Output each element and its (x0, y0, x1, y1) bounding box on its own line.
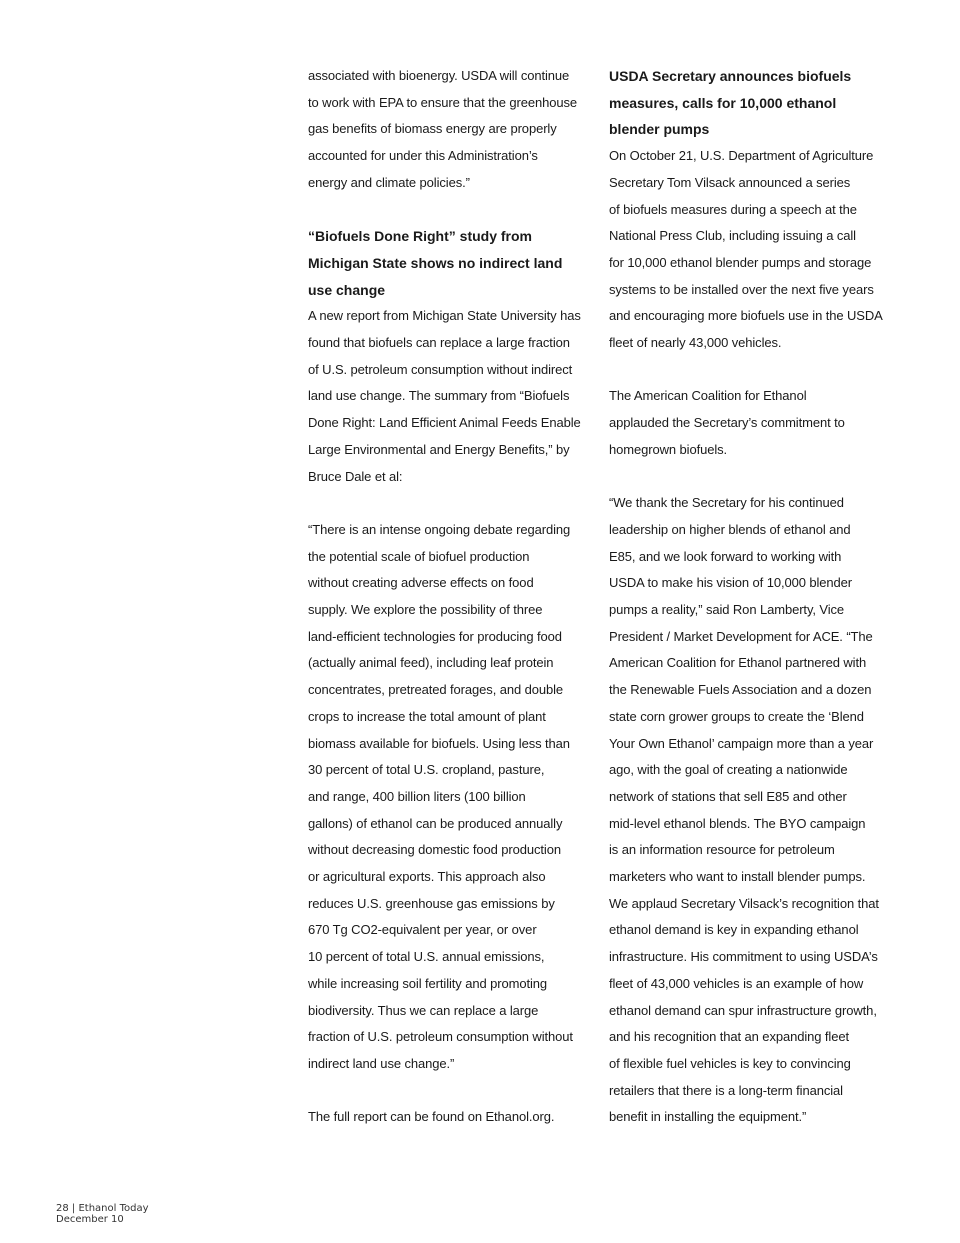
article-paragraph: On October 21, U.S. Department of Agriculture Secretary Tom Vilsack announced a series of biofuels measures during a speech at the National Press Club, including issuing a call for 10,000 ethanol blender pumps and storage systems to be installed over the next five years and encouraging more biofuels use in the USDA fleet of nearly 43,000 vehicles. (609, 148, 883, 351)
page-footer (56, 1203, 149, 1225)
issue-date: December 10 (56, 1214, 124, 1225)
intro-paragraph: associated with bioenergy. USDA will continue to work with EPA to ensure that the greenhouse gas benefits of biomass energy are properly accounted for under this Administration’s energy and climate policies.” (308, 68, 578, 190)
article-paragraph: The American Coalition for Ethanol applauded the Secretary’s commitment to homegrown biofuels. (609, 388, 845, 457)
article-closing: The full report can be found on Ethanol.org. (308, 1109, 555, 1125)
article-heading-usda-secretary: USDA Secretary announces biofuels measures, calls for 10,000 ethanol blender pumps (609, 68, 852, 138)
article-paragraph: A new report from Michigan State University has found that biofuels can replace a large fraction of U.S. petroleum consumption without indirect land use change. The summary from “Biofuels Done Right: Land Efficient Animal Feeds Enable Large Environmental and Energy Benefits,” by Bruce Dale et al: (308, 308, 581, 484)
article-heading-biofuels-done-right: “Biofuels Done Right” study from Michigan State shows no indirect land use change (308, 228, 563, 298)
article-quote: “There is an intense ongoing debate regarding the potential scale of biofuel production without creating adverse effects on food supply. We explore the possibility of three land-efficient technologies for producing food (actually animal feed), including leaf protein concentrates, pretreated forages, and double crops to increase the total amount of plant biomass available for biofuels. Using less than 30 percent of total U.S. cropland, pasture, and range, 400 billion liters (100 billion gallons) of ethanol can be produced annually without decreasing domestic food production or agricultural exports. This approach also reduces U.S. greenhouse gas emissions by 670 Tg CO2-equivalent per year, or over 10 percent of total U.S. annual emissions, while increasing soil fertility and promoting biodiversity. Thus we can replace a large fraction of U.S. petroleum consumption without indirect land use change.” (308, 521, 573, 1071)
page-folio: 28 | Ethanol Today (56, 1203, 149, 1214)
right-column (609, 63, 899, 1158)
left-column (308, 63, 588, 1158)
article-quote: “We thank the Secretary for his continued leadership on higher blends of ethanol and E85, and we look forward to working with USDA to make his vision of 10,000 blender pumps a reality,” said Ron Lamberty, Vice President / Market Development for ACE. “The American Coalition for Ethanol partnered with the Renewable Fuels Association and a dozen state corn grower groups to create the ‘Blend Your Own Ethanol’ campaign more than a year ago, with the goal of creating a nationwide network of stations that sell E85 and other mid-level ethanol blends. The BYO campaign is an information resource for petroleum marketers who want to install blender pumps. We applaud Secretary Vilsack’s recognition that ethanol demand is key in expanding ethanol infrastructure. His commitment to using USDA’s fleet of 43,000 vehicles is an example of how ethanol demand can spur infrastructure growth, and his recognition that an expanding fleet of flexible fuel vehicles is key to convincing retailers that there is a long-term financial benefit in installing the equipment.” (609, 495, 879, 1125)
